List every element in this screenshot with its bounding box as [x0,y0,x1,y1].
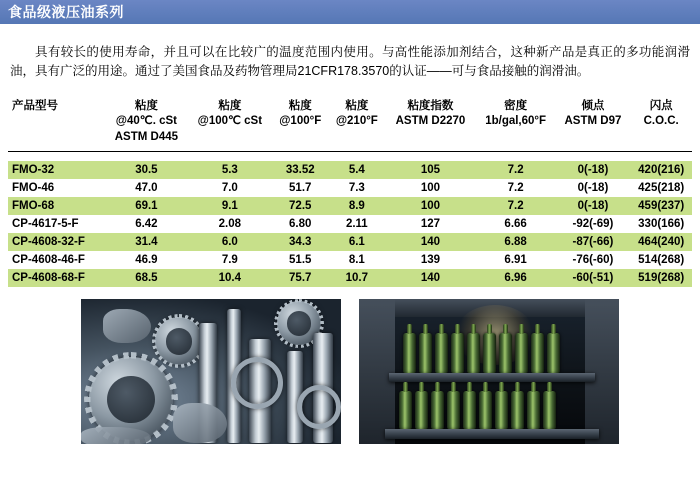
column-header-viscosity-100f-line2: @100°F [279,115,322,128]
cell-viscosity-40c: 31.4 [105,233,188,251]
cell-pour-point: 0(-18) [556,197,631,215]
column-header-viscosity-40c-line2: @40℃. cSt [115,115,177,128]
column-header-viscosity-210f-line1: 粘度 [345,99,369,112]
cell-pour-point: -92(-69) [556,215,631,233]
column-header-pour-point [556,96,631,152]
column-header-flash-point-line2: C.O.C. [643,115,679,128]
cell-density: 6.96 [476,269,556,287]
bearing-ring-part [297,385,341,429]
cell-flash-point: 464(240) [630,233,692,251]
cell-pour-point: 0(-18) [556,161,631,179]
bottle-item [499,333,512,373]
column-header-viscosity-40c-line1: 粘度 [134,99,158,112]
column-header-viscosity-210f [329,96,386,152]
cell-viscosity-index: 140 [385,233,476,251]
cell-viscosity-210f: 8.9 [329,197,386,215]
bottle-row [403,333,560,373]
page-title: 食品级液压油系列 [8,4,124,20]
table-body [8,152,692,288]
column-header-viscosity-40c-line3: ASTM D445 [114,130,179,143]
table-row [8,269,692,287]
cell-density: 6.88 [476,233,556,251]
column-header-density [476,96,556,152]
bottle-item [515,333,528,373]
cell-pour-point: 0(-18) [556,179,631,197]
cell-viscosity-40c: 46.9 [105,251,188,269]
table-header-row [8,96,692,152]
cell-flash-point: 420(216) [630,161,692,179]
column-header-pour-point-line2: ASTM D97 [564,115,622,128]
cell-viscosity-40c: 47.0 [105,179,188,197]
bottle-item [531,333,544,373]
bottle-item [479,391,492,429]
cell-viscosity-100c: 7.9 [188,251,272,269]
cell-viscosity-210f: 7.3 [329,179,386,197]
specification-table [8,96,692,288]
cell-viscosity-100f: 33.52 [272,161,329,179]
bottle-item [467,333,480,373]
cell-viscosity-210f: 10.7 [329,269,386,287]
bottle-item [527,391,540,429]
cell-model: FMO-32 [8,161,105,179]
cell-viscosity-100f: 75.7 [272,269,329,287]
column-header-density-line1: 密度 [504,99,528,112]
cell-viscosity-210f: 5.4 [329,161,386,179]
table-row [8,179,692,197]
bottling-line-photo [359,299,619,444]
table-row [8,251,692,269]
cell-viscosity-100f: 51.5 [272,251,329,269]
table-row [8,233,692,251]
cell-model: CP-4608-32-F [8,233,105,251]
bottle-item [483,333,496,373]
machine-frame-part [359,299,395,444]
gear-icon [155,317,203,365]
column-header-viscosity-100c-line1: 粘度 [218,99,242,112]
cell-model: FMO-68 [8,197,105,215]
cell-pour-point: -76(-60) [556,251,631,269]
cell-viscosity-100c: 2.08 [188,215,272,233]
conveyor-belt [385,429,599,439]
column-header-model [8,96,105,152]
bottle-item [435,333,448,373]
gear-teeth-icon [152,314,206,368]
cell-viscosity-40c: 30.5 [105,161,188,179]
cell-flash-point: 425(218) [630,179,692,197]
cell-viscosity-index: 139 [385,251,476,269]
cell-viscosity-40c: 6.42 [105,215,188,233]
bottle-item [403,333,416,373]
bottle-item [543,391,556,429]
column-header-viscosity-100f [272,96,329,152]
column-header-viscosity-40c [105,96,188,152]
column-header-viscosity-index-line2: ASTM D2270 [395,115,466,128]
bearing-ring-part [231,357,283,409]
column-header-flash-point-line1: 闪点 [649,99,673,112]
bottle-row [399,391,556,429]
cell-density: 7.2 [476,179,556,197]
bottle-item [447,391,460,429]
bottle-item [431,391,444,429]
column-header-density-line2: 1b/gal,60°F [485,115,547,128]
cell-viscosity-40c: 69.1 [105,197,188,215]
table-spacer-row [8,152,692,162]
cell-model: CP-4608-46-F [8,251,105,269]
machine-frame-part [585,299,619,444]
metal-part [81,427,151,444]
table-head [8,96,692,152]
cell-viscosity-index: 140 [385,269,476,287]
bottle-item [547,333,560,373]
column-header-viscosity-index-line1: 粘度指数 [407,99,454,112]
cell-viscosity-index: 105 [385,161,476,179]
bottle-item [463,391,476,429]
cell-viscosity-210f: 2.11 [329,215,386,233]
cell-model: FMO-46 [8,179,105,197]
cell-viscosity-40c: 68.5 [105,269,188,287]
column-header-viscosity-100c-line2: @100℃ cSt [197,115,263,128]
cell-viscosity-index: 127 [385,215,476,233]
cell-density: 6.66 [476,215,556,233]
metal-part [173,403,227,443]
cell-pour-point: -87(-66) [556,233,631,251]
machine-parts-photo [81,299,341,444]
cell-pour-point: -60(-51) [556,269,631,287]
cell-viscosity-100c: 5.3 [188,161,272,179]
cell-density: 6.91 [476,251,556,269]
cell-viscosity-100f: 51.7 [272,179,329,197]
cell-model: CP-4608-68-F [8,269,105,287]
column-header-viscosity-210f-line2: @210°F [335,115,378,128]
cell-flash-point: 330(166) [630,215,692,233]
table-row [8,161,692,179]
cell-model: CP-4617-5-F [8,215,105,233]
cell-viscosity-100c: 9.1 [188,197,272,215]
cell-density: 7.2 [476,197,556,215]
column-header-model-line1: 产品型号 [12,99,58,112]
cell-viscosity-100c: 10.4 [188,269,272,287]
photo-gallery [0,299,700,444]
table-spacer-cell [8,152,692,162]
cell-viscosity-100f: 6.80 [272,215,329,233]
cell-viscosity-100f: 72.5 [272,197,329,215]
column-header-viscosity-100f-line1: 粘度 [288,99,312,112]
cell-flash-point: 459(237) [630,197,692,215]
page-title-bar [0,0,700,24]
bottle-item [419,333,432,373]
cell-viscosity-100c: 7.0 [188,179,272,197]
table-row [8,197,692,215]
cell-viscosity-index: 100 [385,197,476,215]
column-header-viscosity-index [385,96,476,152]
cell-flash-point: 519(268) [630,269,692,287]
column-header-viscosity-100c [188,96,272,152]
cell-viscosity-210f: 6.1 [329,233,386,251]
bottle-item [495,391,508,429]
bottle-item [511,391,524,429]
conveyor-belt [389,373,595,382]
bottle-item [451,333,464,373]
column-header-flash-point [630,96,692,152]
cell-viscosity-210f: 8.1 [329,251,386,269]
bottle-item [399,391,412,429]
intro-paragraph: 具有较长的使用寿命，并且可以在比较广的温度范围内使用。与高性能添加剂结合，这种新产品是真正的多功能润滑油，具有广泛的用途。通过了美国食品及药物管理局21CFR178.3570的认证——可与食品接触的润滑油。 [10,44,690,78]
bottle-item [415,391,428,429]
metal-part [103,309,151,343]
cell-viscosity-100c: 6.0 [188,233,272,251]
column-header-pour-point-line1: 倾点 [581,99,605,112]
cell-density: 7.2 [476,161,556,179]
cell-viscosity-index: 100 [385,179,476,197]
table-row [8,215,692,233]
cell-viscosity-100f: 34.3 [272,233,329,251]
cell-flash-point: 514(268) [630,251,692,269]
